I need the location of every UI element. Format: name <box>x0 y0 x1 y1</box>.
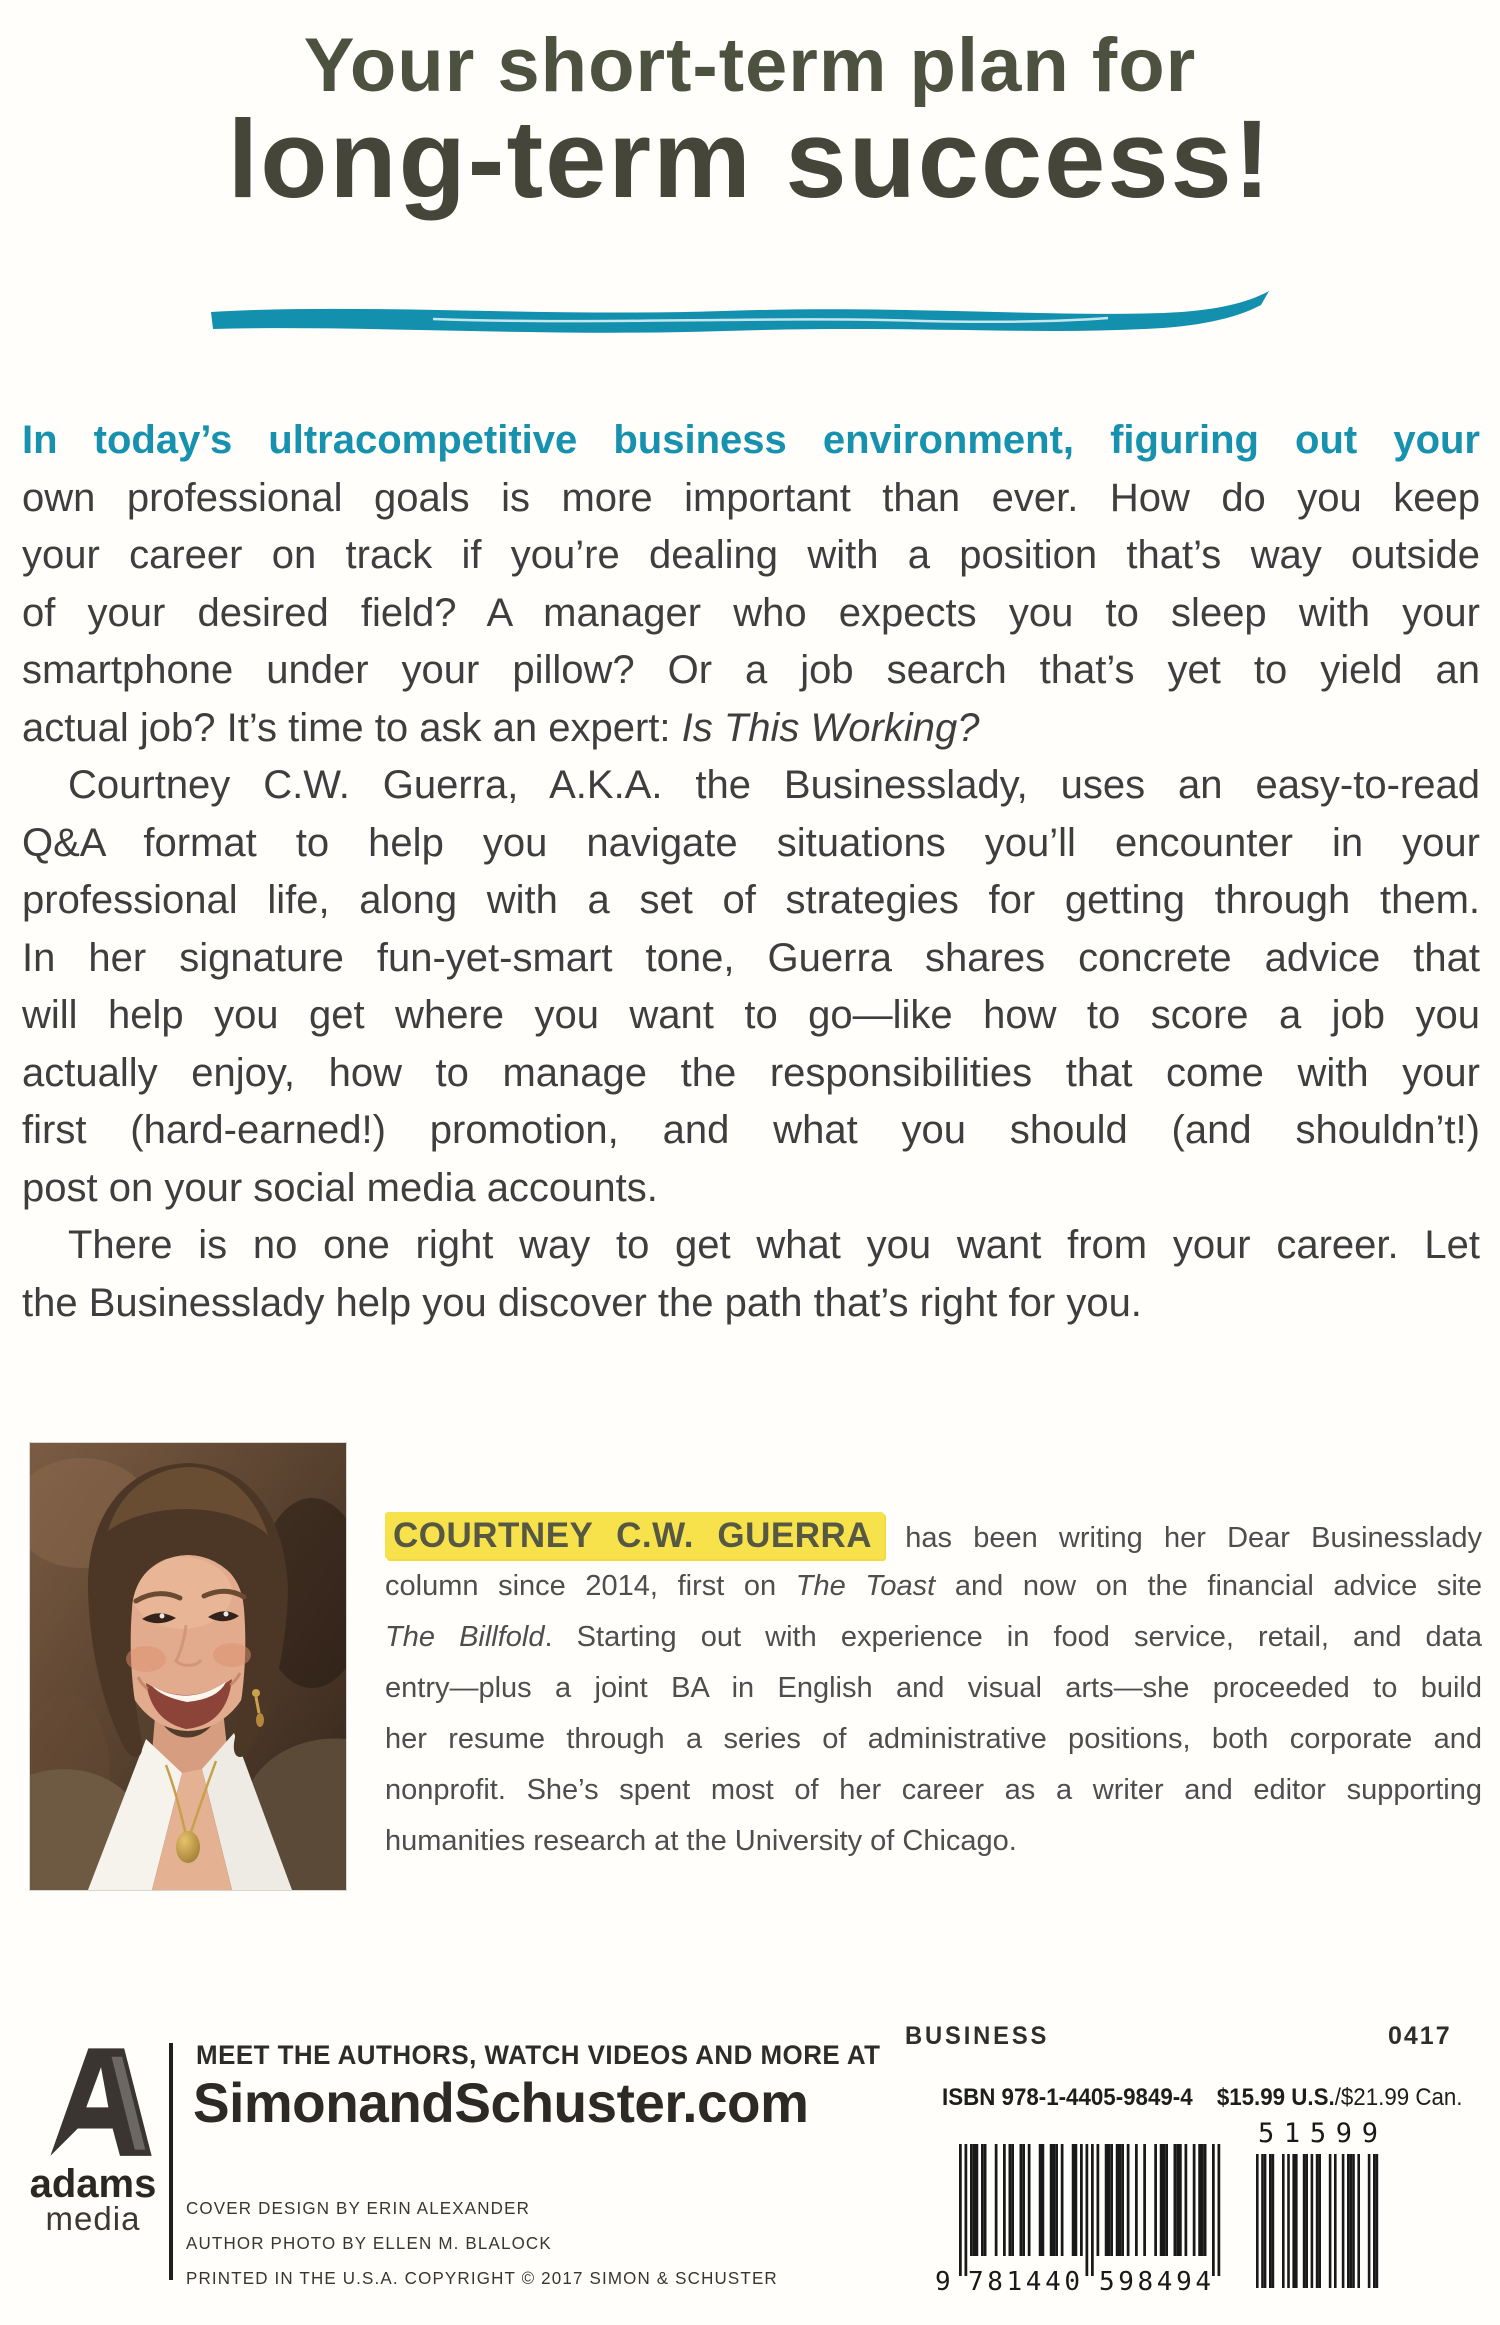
text-line <box>22 1217 1480 1275</box>
text-segment: own professional goals is more important than ever. How do you keep <box>22 475 1480 520</box>
text-line <box>22 1275 1480 1333</box>
text-segment: There is no one right way to get what you want from your career. Let <box>68 1223 1480 1267</box>
text-segment: her resume through a series of administrative positions, both corporate and <box>385 1723 1482 1755</box>
text-line <box>22 700 1480 758</box>
isbn-text: ISBN 978-1-4405-9849-4 <box>942 2084 1193 2111</box>
text-line <box>22 1160 1480 1218</box>
svg-text:781440: 781440 <box>968 2267 1080 2294</box>
book-blurb <box>22 412 1480 1332</box>
author-name-highlight: COURTNEY C.W. GUERRA <box>385 1512 884 1559</box>
text-line <box>385 1510 1482 1561</box>
text-line <box>385 1663 1482 1714</box>
text-line <box>22 1102 1480 1160</box>
text-line <box>22 585 1480 643</box>
text-segment: In today’s ultracompetitive business environment, figuring out your <box>22 418 1480 462</box>
text-line <box>22 757 1480 815</box>
author-photo <box>30 1443 346 1890</box>
headline-line2: long-term success! <box>227 98 1273 221</box>
ean-barcode <box>935 2142 1227 2294</box>
text-segment: your career on track if you’re dealing with a position that’s way outside <box>22 533 1480 577</box>
text-segment: . Starting out with experience in food service, retail, and data <box>544 1621 1482 1653</box>
svg-text:9: 9 <box>935 2267 951 2294</box>
text-segment: nonprofit. She’s spent most of her career as a writer and editor supporting <box>385 1774 1482 1806</box>
text-segment: first (hard-earned!) promotion, and what you should (and shouldn’t!) <box>22 1108 1480 1152</box>
text-line <box>22 872 1480 930</box>
text-line <box>22 1045 1480 1103</box>
text-segment: and now on the financial advice site <box>935 1570 1482 1602</box>
price-us: $15.99 U.S. <box>1216 2084 1335 2111</box>
text-segment: In her signature fun-yet-smart tone, Guerra shares concrete advice that <box>22 935 1480 980</box>
author-portrait-art <box>30 1443 346 1890</box>
author-bio <box>385 1510 1482 1867</box>
headline-line1: Your short-term plan for <box>303 23 1197 108</box>
text-line <box>385 1765 1482 1816</box>
text-segment: post on your social media accounts. <box>22 1165 658 1210</box>
adams-media-logo-icon <box>48 2042 154 2158</box>
text-line <box>22 987 1480 1045</box>
text-segment: of your desired field? A manager who expects you to sleep with your <box>22 590 1480 635</box>
publisher-name-light: media <box>45 2200 141 2237</box>
credit-line: COVER DESIGN BY ERIN ALEXANDER <box>186 2198 531 2218</box>
text-line <box>385 1612 1482 1663</box>
text-segment: smartphone under your pillow? Or a job search that’s yet to yield an <box>22 648 1480 692</box>
credit-line: AUTHOR PHOTO BY ELLEN M. BLALOCK <box>186 2233 552 2253</box>
publisher-name-bold: adams <box>29 2162 157 2206</box>
text-segment: column since 2014, first on <box>385 1570 796 1602</box>
text-line <box>22 930 1480 988</box>
text-line <box>385 1561 1482 1612</box>
website-text: SimonandSchuster.com <box>193 2071 809 2134</box>
text-segment: The Billfold <box>385 1621 545 1653</box>
svg-text:51599: 51599 <box>1258 2118 1378 2149</box>
text-segment: will help you get where you want to go—like how to score a job you <box>22 993 1480 1037</box>
text-line <box>385 1714 1482 1765</box>
edition-code: 0417 <box>1388 2022 1452 2050</box>
category-label: BUSINESS <box>905 2022 1050 2050</box>
text-segment: Is This Working? <box>681 705 980 750</box>
credits-list <box>186 2198 778 2303</box>
text-line <box>22 642 1480 700</box>
text-line <box>22 815 1480 873</box>
text-line <box>22 470 1480 528</box>
text-segment: Courtney C.W. Guerra, A.K.A. the Businesslady, uses an easy-to-read <box>68 763 1480 807</box>
svg-text:598494: 598494 <box>1099 2267 1211 2294</box>
footer-divider <box>169 2043 173 2280</box>
text-segment: actually enjoy, how to manage the responsibilities that come with your <box>22 1050 1480 1095</box>
text-segment: actual job? It’s time to ask an expert: <box>22 705 682 750</box>
text-segment: humanities research at the University of Chicago. <box>385 1825 1017 1857</box>
text-segment: professional life, along with a set of strategies for getting through them. <box>22 878 1480 922</box>
price-can: /$21.99 Can. <box>1334 2084 1463 2111</box>
text-segment: has been writing her Dear Businesslady <box>884 1522 1482 1554</box>
swoosh-underline-icon <box>203 288 1273 346</box>
isbn-price-line <box>942 2084 1463 2112</box>
credit-line: PRINTED IN THE U.S.A. COPYRIGHT © 2017 SIMON & SCHUSTER <box>186 2268 778 2288</box>
promo-text: MEET THE AUTHORS, WATCH VIDEOS AND MORE AT <box>196 2040 881 2070</box>
text-line <box>22 527 1480 585</box>
text-segment: The Toast <box>795 1570 936 1602</box>
barcode-price-addon <box>1252 2118 1386 2294</box>
text-line <box>385 1816 1482 1867</box>
text-segment: the Businesslady help you discover the path that’s right for you. <box>22 1280 1142 1325</box>
text-line <box>22 412 1480 470</box>
text-segment: Q&A format to help you navigate situations you’ll encounter in your <box>22 820 1480 865</box>
text-segment: entry—plus a joint BA in English and visual arts—she proceeded to build <box>385 1672 1482 1704</box>
